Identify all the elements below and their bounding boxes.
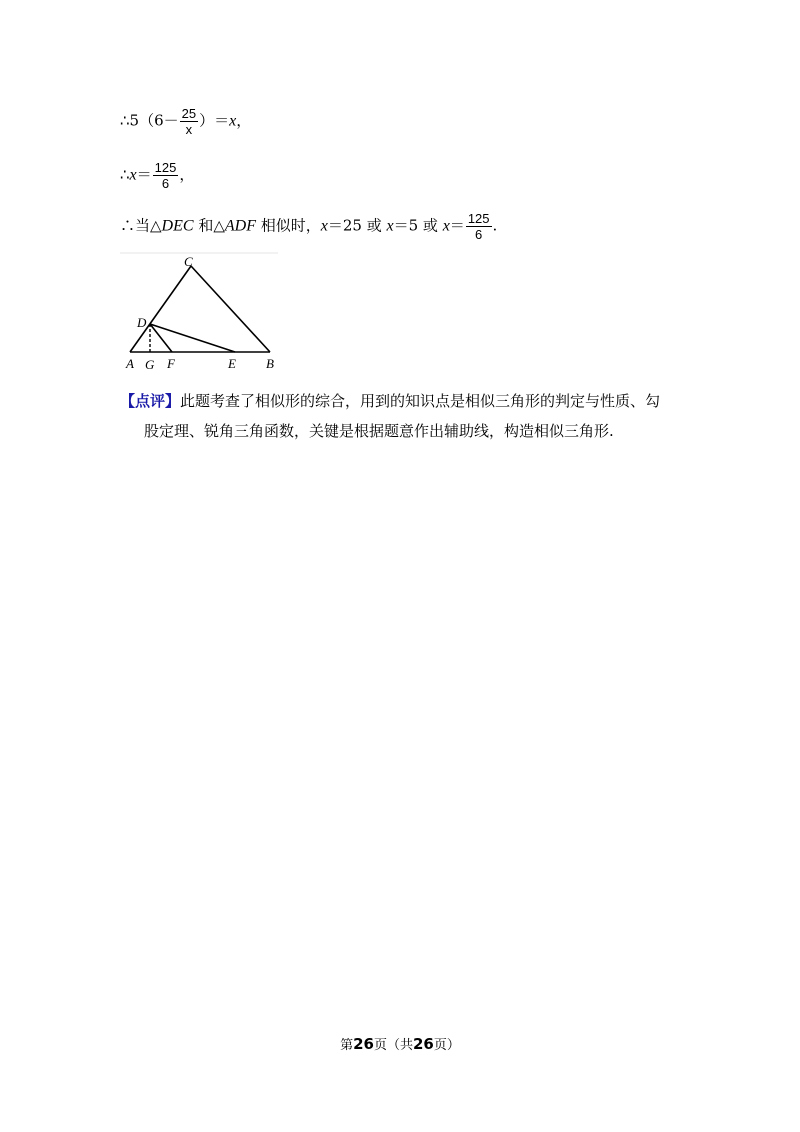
footer-pre: 第 [340, 1038, 354, 1053]
comment-block [120, 386, 700, 446]
fraction-25-over-x [180, 106, 198, 137]
frac-denominator: x [185, 122, 193, 137]
frac-denominator: 6 [161, 176, 170, 191]
eq1-prefix: ∴5（6－ [120, 111, 179, 130]
var-x: x [386, 217, 394, 235]
conc-eq3: ＝ [449, 216, 465, 235]
segment-cb [191, 266, 270, 352]
conc-mid1: 和△ [193, 216, 225, 235]
label-e: E [228, 356, 236, 371]
var-x: x [229, 112, 237, 130]
geometry-figure [120, 252, 280, 374]
triangle-dec: DEC [161, 217, 194, 235]
label-b: B [266, 356, 274, 371]
label-g: G [145, 357, 155, 372]
footer-post: 页） [433, 1038, 460, 1053]
comment-text-1: 此题考查了相似形的综合，用到的知识点是相似三角形的判定与性质、勾 [180, 392, 661, 410]
eq1-suffix: ）＝ [199, 111, 230, 130]
conc-end: . [492, 216, 498, 235]
equation-step-2 [120, 160, 194, 191]
footer-mid: 页（共 [373, 1038, 413, 1053]
conclusion-line [120, 211, 497, 242]
label-d: D [137, 315, 147, 330]
label-f: F [167, 356, 175, 371]
fraction-125-over-6 [153, 160, 179, 191]
footer-total-pages: 26 [413, 1035, 434, 1053]
segment-de [150, 324, 235, 352]
eq1-end: ， [236, 111, 252, 130]
conc-eq2: ＝5 或 [393, 216, 443, 235]
footer-page-number: 26 [353, 1035, 374, 1053]
eq2-equals: ＝ [136, 165, 152, 184]
label-c: C [184, 254, 193, 269]
frac-numerator: 125 [154, 160, 177, 175]
var-x: x [442, 217, 450, 235]
conc-mid2: 相似时， [255, 216, 321, 235]
frac-numerator: 25 [181, 106, 197, 121]
var-x: x [129, 166, 137, 184]
fraction-125-over-6 [466, 211, 492, 242]
comment-tag: 【点评】 [120, 392, 181, 410]
frac-denominator: 6 [475, 227, 483, 242]
eq2-prefix: ∴ [120, 165, 130, 184]
conc-eq1: ＝25 或 [327, 216, 387, 235]
page-footer [0, 1034, 800, 1053]
triangle-adf: ADF [224, 217, 256, 235]
label-a: A [126, 356, 134, 371]
equation-step-1 [120, 106, 251, 137]
comment-text-2: 股定理、锐角三角函数，关键是根据题意作出辅助线，构造相似三角形. [144, 422, 614, 440]
var-x: x [320, 217, 328, 235]
eq2-end: ， [179, 165, 195, 184]
segment-ac [130, 266, 191, 352]
frac-numerator: 125 [467, 211, 490, 226]
conc-prefix: ∴当△ [120, 216, 162, 235]
